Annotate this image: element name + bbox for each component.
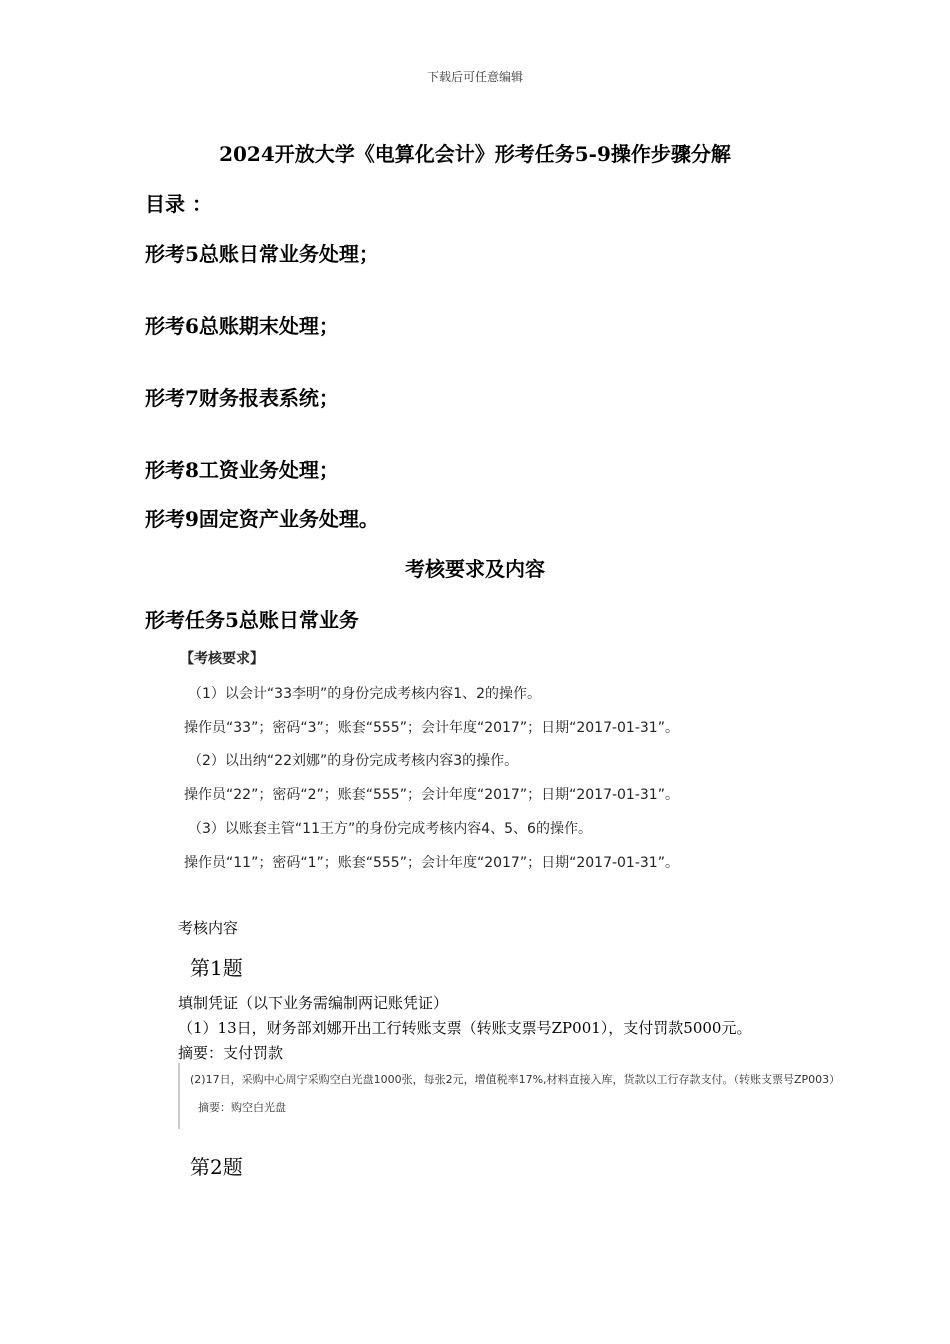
requirement-line: （2）以出纳“22刘娜”的身份完成考核内容3的操作。 [188,753,519,769]
toc-item: 形考7财务报表系统； [145,386,339,410]
requirement-line: 操作员“11”；密码“1”；账套“555”；会计年度“2017”；日期“2017-01-31”。 [184,855,679,871]
header-note: 下载后可任意编辑 [426,70,523,84]
document-title: 2024开放大学《电算化会计》形考任务5-9操作步骤分解 [219,142,731,166]
q1-summary-1: 摘要：支付罚款 [178,1044,284,1062]
requirement-line: 操作员“22”；密码“2”；账套“555”；会计年度“2017”；日期“2017-01-31”。 [184,787,679,803]
section-title: 考核要求及内容 [405,557,545,581]
toc-item: 形考5总账日常业务处理； [145,242,379,266]
q1-item-2: (2)17日，采购中心周宁采购空白光盘1000张，每张2元，增值税率17%,材料直接入库，货款以工行存款支付。（转账支票号ZP003） [190,1073,841,1086]
question-2-title: 第2题 [190,1155,243,1179]
requirement-line: （1）以会计“33李明”的身份完成考核内容1、2的操作。 [188,686,542,702]
requirement-line: （3）以账套主管“11王方”的身份完成考核内容4、5、6的操作。 [188,821,592,837]
question-1-title: 第1题 [190,956,243,980]
q1-intro: 填制凭证（以下业务需编制两记账凭证） [178,994,449,1012]
requirement-line: 操作员“33”；密码“3”；账套“555”；会计年度“2017”；日期“2017-01-31”。 [184,720,679,736]
toc-item: 形考6总账期末处理； [145,314,339,338]
requirements-heading: 【考核要求】 [180,651,264,667]
embedded-screenshot [178,1063,852,1129]
q1-item-1: （1）13日，财务部刘娜开出工行转账支票（转账支票号ZP001），支付罚款5000元。 [178,1019,752,1037]
q1-summary-2: 摘要：购空白光盘 [198,1101,286,1114]
task-title: 形考任务5总账日常业务 [145,608,359,632]
content-label: 考核内容 [178,919,239,937]
toc-item: 形考8工资业务处理； [145,458,339,482]
toc-item: 形考9固定资产业务处理。 [145,507,379,531]
toc-label: 目录 ： [145,192,212,216]
